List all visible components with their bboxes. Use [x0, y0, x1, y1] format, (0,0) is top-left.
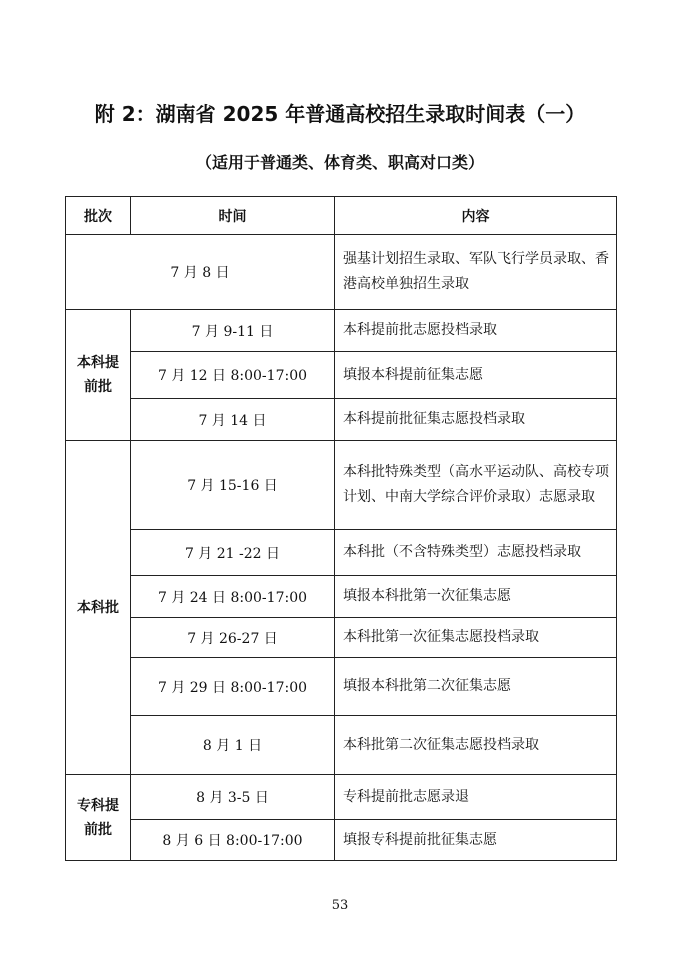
batch-cell: 专科提前批 — [66, 775, 131, 861]
content-cell: 填报本科批第一次征集志愿 — [335, 576, 617, 618]
time-cell: 7 月 9-11 日 — [131, 310, 335, 352]
time-cell: 7 月 14 日 — [131, 399, 335, 441]
table-row — [66, 352, 617, 399]
content-cell: 本科批（不含特殊类型）志愿投档录取 — [335, 530, 617, 576]
table-row — [66, 618, 617, 658]
page-title: 附 2：湖南省 2025 年普通高校招生录取时间表（一） — [94, 102, 586, 126]
content-cell: 本科批第二次征集志愿投档录取 — [335, 716, 617, 775]
content-cell: 本科提前批征集志愿投档录取 — [335, 399, 617, 441]
table-header-row — [66, 197, 617, 235]
table-row — [66, 530, 617, 576]
time-cell: 8 月 3-5 日 — [131, 775, 335, 820]
time-cell: 7 月 29 日 8:00-17:00 — [131, 658, 335, 716]
time-cell: 7 月 12 日 8:00-17:00 — [131, 352, 335, 399]
admission-schedule-table — [65, 196, 617, 861]
content-cell: 本科批特殊类型（高水平运动队、高校专项计划、中南大学综合评价录取）志愿录取 — [335, 441, 617, 530]
time-cell: 7 月 15-16 日 — [131, 441, 335, 530]
batch-cell: 本科批 — [66, 441, 131, 775]
table-row — [66, 658, 617, 716]
time-cell: 8 月 1 日 — [131, 716, 335, 775]
table-row — [66, 775, 617, 820]
content-cell: 填报本科批第二次征集志愿 — [335, 658, 617, 716]
time-cell: 7 月 24 日 8:00-17:00 — [131, 576, 335, 618]
table-row — [66, 441, 617, 530]
header-batch: 批次 — [66, 197, 131, 235]
header-content: 内容 — [335, 197, 617, 235]
time-cell: 8 月 6 日 8:00-17:00 — [131, 820, 335, 861]
header-time: 时间 — [131, 197, 335, 235]
table-row — [66, 235, 617, 310]
content-cell: 专科提前批志愿录退 — [335, 775, 617, 820]
content-cell: 填报本科提前征集志愿 — [335, 352, 617, 399]
page-subtitle: （适用于普通类、体育类、职高对口类） — [195, 153, 484, 172]
batch-cell: 本科提前批 — [66, 310, 131, 441]
content-cell: 强基计划招生录取、军队飞行学员录取、香港高校单独招生录取 — [335, 235, 617, 310]
content-cell: 填报专科提前批征集志愿 — [335, 820, 617, 861]
time-cell: 7 月 26-27 日 — [131, 618, 335, 658]
time-cell: 7 月 8 日 — [66, 235, 335, 310]
content-cell: 本科批第一次征集志愿投档录取 — [335, 618, 617, 658]
page-number: 53 — [331, 898, 349, 913]
table-row — [66, 310, 617, 352]
table-row — [66, 576, 617, 618]
content-cell: 本科提前批志愿投档录取 — [335, 310, 617, 352]
time-cell: 7 月 21 -22 日 — [131, 530, 335, 576]
table-row — [66, 399, 617, 441]
table-row — [66, 820, 617, 861]
table-row — [66, 716, 617, 775]
